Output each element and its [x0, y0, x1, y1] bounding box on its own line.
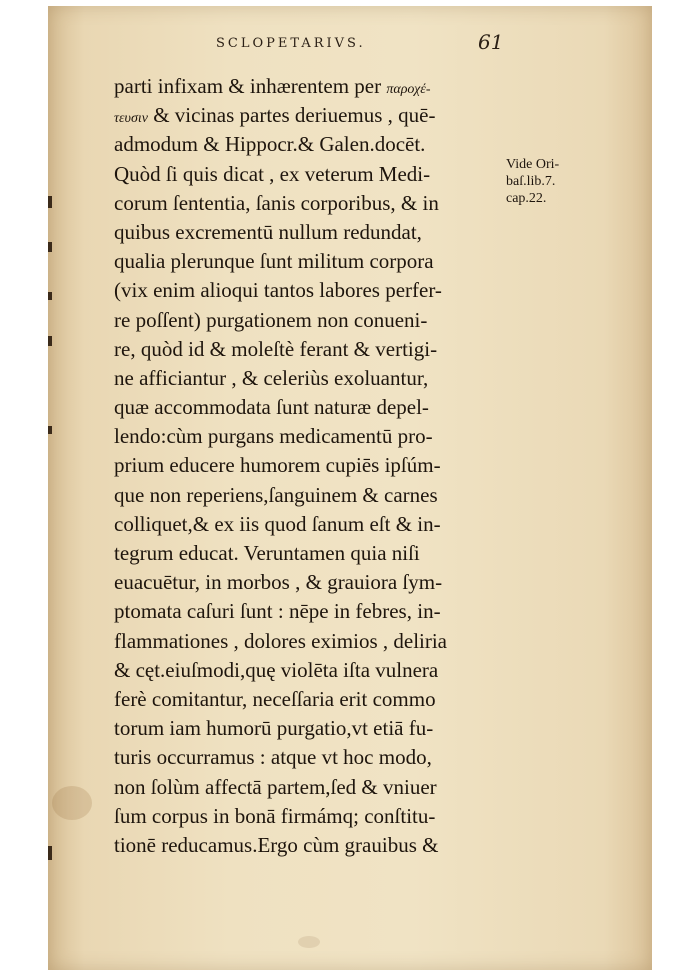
text-line: torum iam humorū purgatio,vt etiā fu- — [114, 716, 434, 741]
page-number: 61 — [478, 30, 504, 54]
text-line: colliquet,& ex iis quod ſanum eſt & in- — [114, 511, 441, 536]
greek-word: τευσιν — [114, 111, 148, 127]
text-line: que non reperiens,ſanguinem & carnes — [114, 482, 438, 507]
text-line: tegrum educat. Veruntamen quia niſi — [114, 541, 420, 565]
greek-word: παροχέ- — [386, 82, 431, 97]
text-line: & cęt.eiuſmodi,quę violēta iſta vulnera — [114, 657, 439, 682]
paper-stain — [52, 786, 92, 820]
text-line: qualia plerunque ſunt militum corpora — [114, 249, 434, 274]
text-line: parti infixam & inhærentem per παροχέ- — [114, 74, 431, 98]
page-header — [48, 30, 652, 62]
text-line: lendo:cùm purgans medicamentū pro- — [114, 424, 433, 449]
text-line: prium educere humorem cupiēs ipſúm- — [114, 453, 441, 478]
text-line: turis occurramus : atque vt hoc modo, — [114, 745, 432, 770]
text-line: re poſſent) purgationem non conueni- — [114, 307, 428, 332]
text-line: euacuētur, in morbos , & grauiora ſym- — [114, 570, 443, 595]
book-page — [48, 6, 652, 970]
text-line: corum ſententia, ſanis corporibus, & in — [114, 190, 439, 215]
binding-edge-mark — [48, 242, 52, 252]
binding-edge-mark — [48, 336, 52, 346]
marginal-note-line: cap.22. — [506, 191, 547, 206]
binding-edge-mark — [48, 426, 52, 434]
text-line: Quòd ſi quis dicat , ex veterum Medi- — [114, 161, 431, 186]
text-line: tionē reducamus.Ergo cùm grauibus & — [114, 832, 439, 857]
text-line: flammationes , dolores eximios , deliria — [114, 628, 448, 653]
text-line: quæ accommodata ſunt naturæ depel- — [114, 395, 429, 420]
text-line: non ſolùm affectā partem,ſed & vniuer — [114, 774, 437, 799]
text-line: ferè comitantur, neceſſaria erit commo — [114, 686, 436, 711]
running-head: SCLOPETARIVS. — [216, 36, 366, 51]
binding-edge-mark — [48, 196, 52, 208]
binding-edge-mark — [48, 846, 52, 860]
text-line: admodum & Hippocr.& Galen.docēt. — [114, 132, 426, 157]
marginal-note — [506, 156, 596, 207]
paper-stain — [298, 936, 320, 948]
text-line: ptomata caſuri ſunt : nēpe in febres, in- — [114, 599, 441, 624]
text-line: re, quòd id & moleſtè ferant & vertigi- — [114, 336, 438, 361]
body-text — [114, 72, 514, 860]
marginal-note-line: Vide Ori- — [506, 157, 560, 172]
text-line: (vix enim alioqui tantos labores perfer- — [114, 278, 442, 303]
text-line: ne afficiantur , & celeriùs exoluantur, — [114, 365, 429, 390]
text-line: τευσιν & vicinas partes deriuemus , quē- — [114, 103, 436, 128]
binding-edge-mark — [48, 292, 52, 300]
text-line: quibus excrementū nullum redundat, — [114, 219, 422, 244]
marginal-note-line: baſ.lib.7. — [506, 174, 556, 189]
text-line: ſum corpus in bonā firmámq; conſtitu- — [114, 803, 436, 828]
